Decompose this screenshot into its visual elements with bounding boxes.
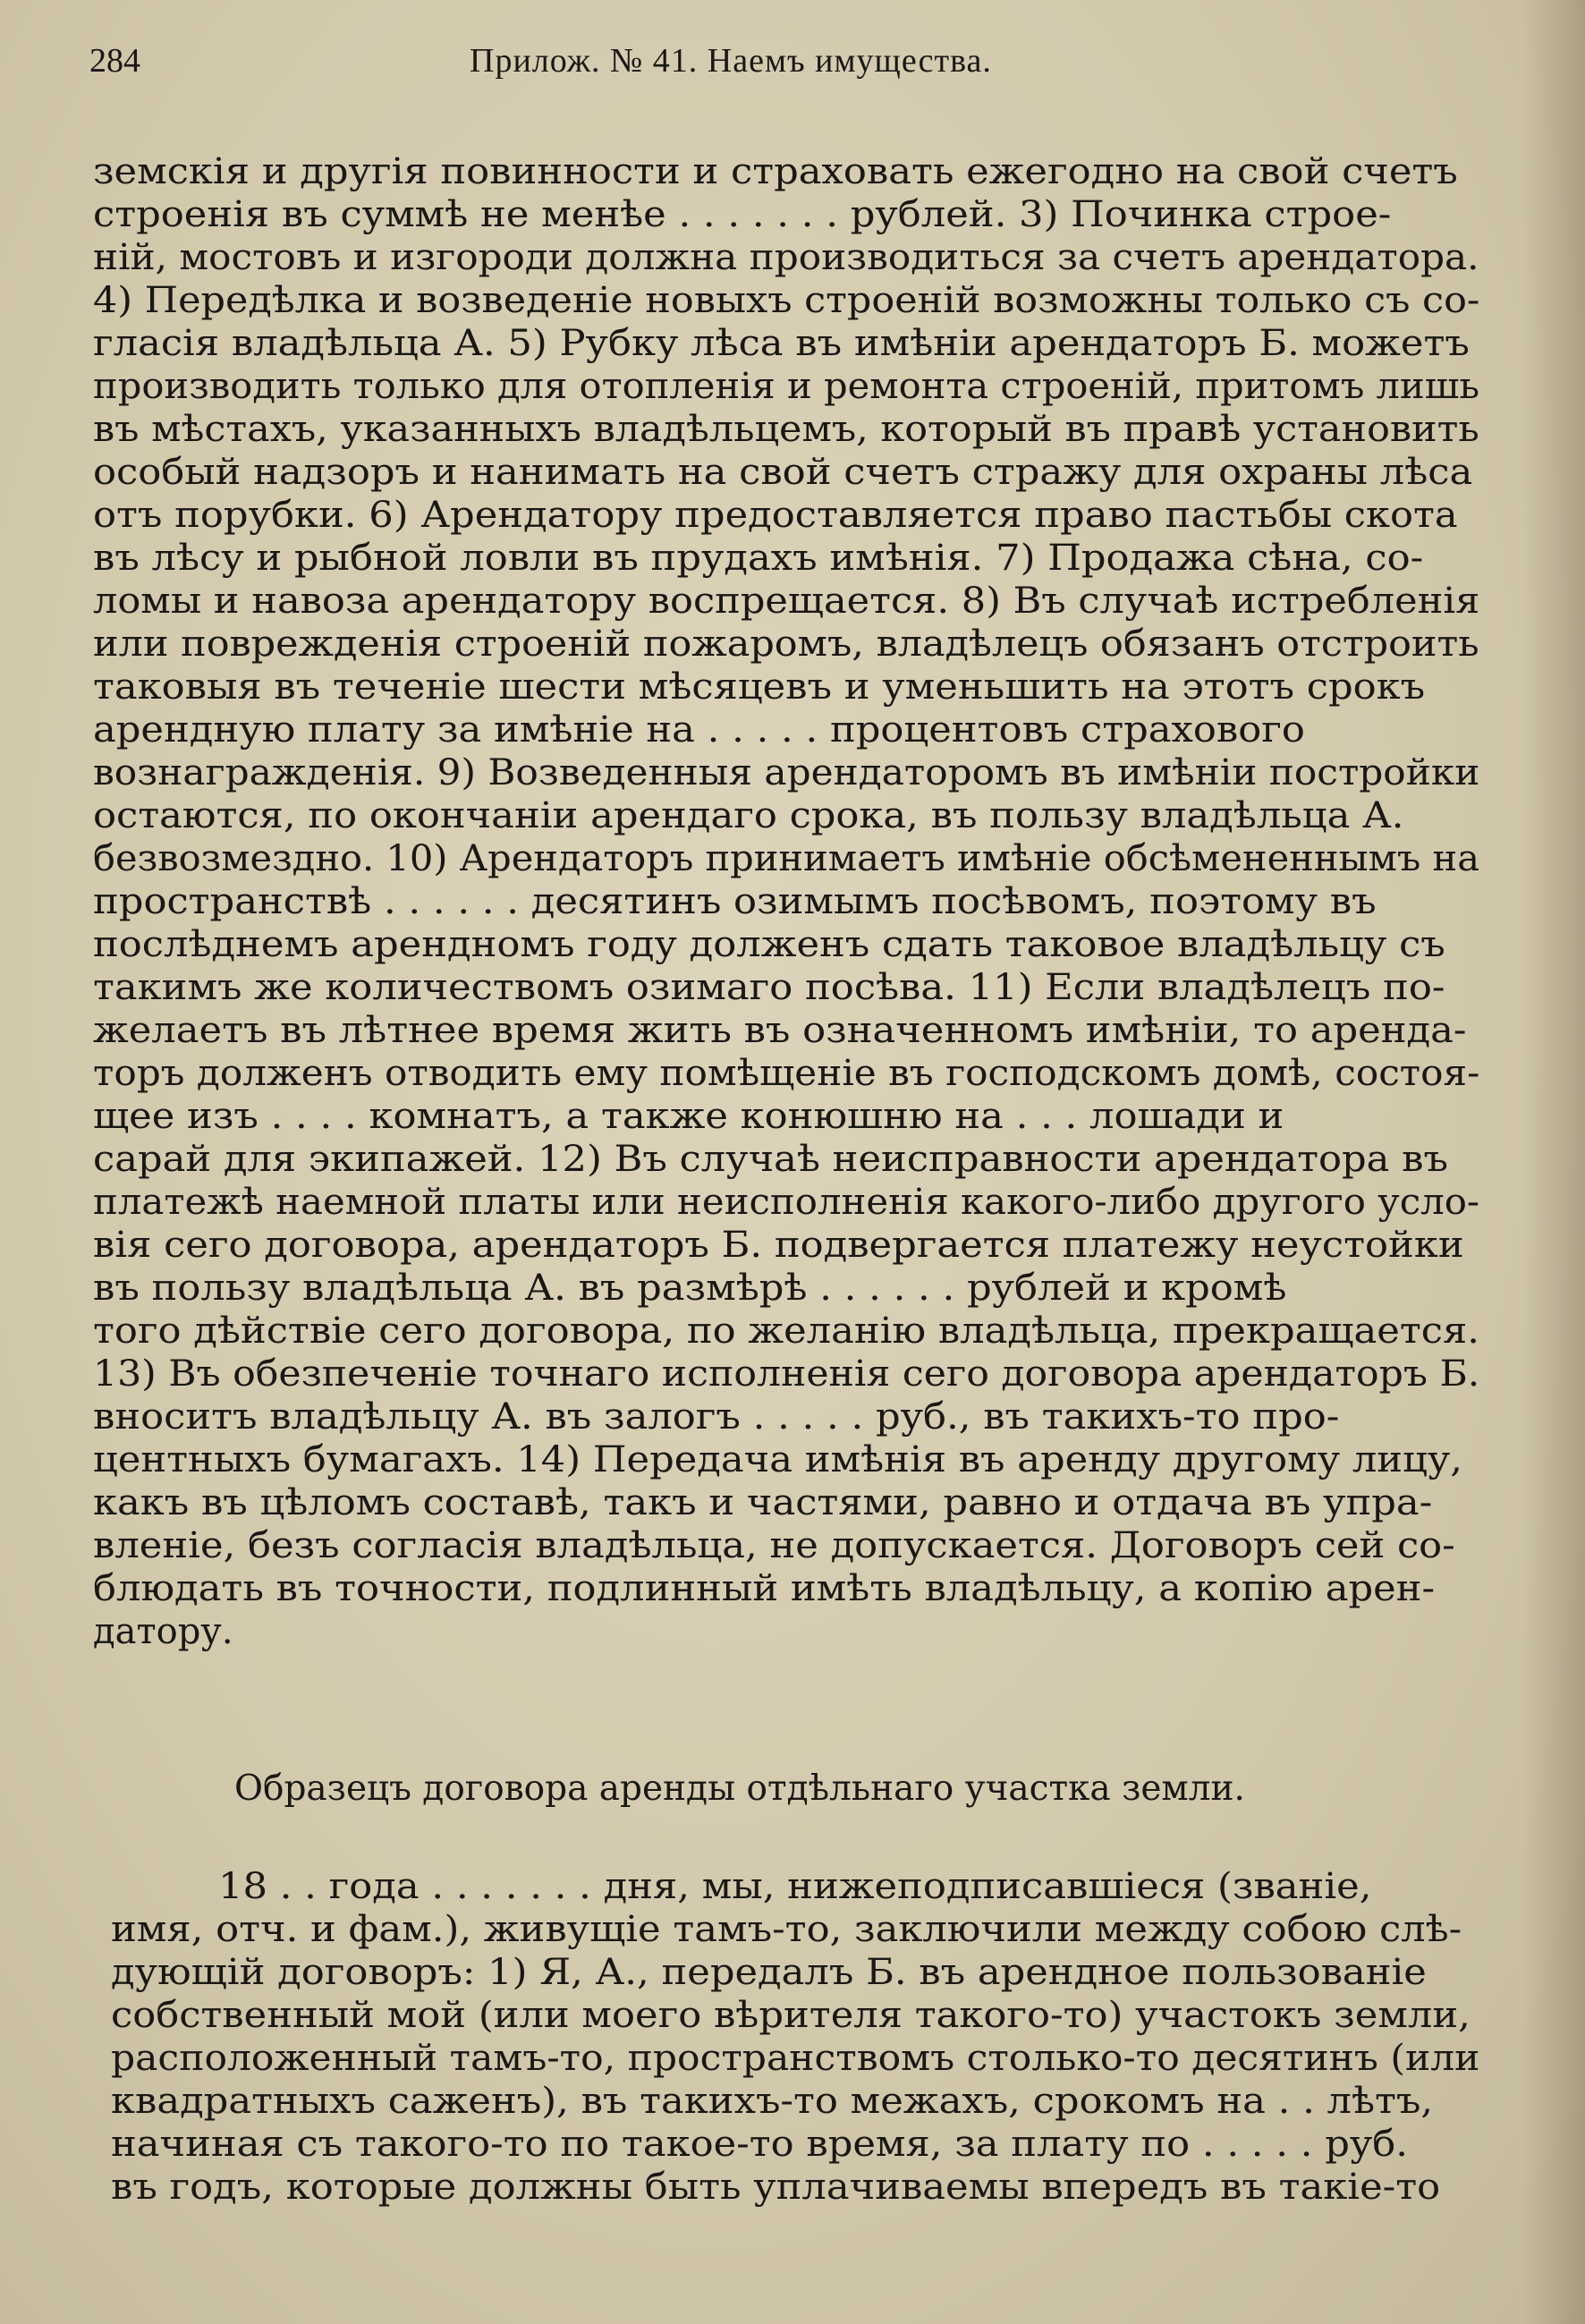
text-line: особый надзоръ и нанимать на свой счетъ стражу для охраны лѣса [93, 452, 1473, 493]
text-line: дующій договоръ: 1) Я, А., передалъ Б. въ арендное пользованіе [111, 1952, 1427, 1993]
text-line: ній, мостовъ и изгороди должна производиться за счетъ арендатора. [93, 237, 1479, 278]
text-line: 13) Въ обезпеченіе точнаго исполненія сего договора арендаторъ Б. [93, 1353, 1480, 1395]
text-line: остаются, по окончаніи арендаго срока, въ пользу владѣльца А. [93, 795, 1404, 836]
text-line: земскія и другія повинности и страховать ежегодно на свой счетъ [93, 151, 1458, 192]
text-line: платежѣ наемной платы или неисполненія какого-либо другого усло- [93, 1182, 1480, 1223]
text-line: датору. [93, 1611, 233, 1652]
text-line: квадратныхъ саженъ), въ такихъ-то межахъ, срокомъ на . . лѣтъ, [111, 2081, 1434, 2122]
text-line: въ годъ, которые должны быть уплачиваемы впередъ въ такіе-то [111, 2167, 1441, 2208]
text-line: такимъ же количествомъ озимаго посѣва. 11) Если владѣлецъ по- [93, 967, 1445, 1008]
text-line: въ пользу владѣльца А. въ размѣрѣ . . . . . . рублей и кромѣ [93, 1268, 1287, 1309]
text-line: вноситъ владѣльцу А. въ залогъ . . . . . руб., въ такихъ-то про- [93, 1396, 1340, 1438]
text-line: торъ долженъ отводить ему помѣщеніе въ господскомъ домѣ, состоя- [93, 1053, 1480, 1094]
text-line: желаетъ въ лѣтнее время жить въ означенномъ имѣніи, то арендa- [93, 1010, 1467, 1051]
text-line: 18 . . года . . . . . . . дня, мы, нижеподписавшіеся (званіе, [218, 1866, 1372, 1907]
text-line: имя, отч. и фам.), живущіе тамъ-то, заключили между собою слѣ- [111, 1909, 1462, 1950]
text-line: расположенный тамъ-то, пространствомъ столько-то десятинъ (или [111, 2038, 1480, 2079]
text-line: вознагражденія. 9) Возведенныя арендаторомъ въ имѣніи постройки [93, 752, 1480, 793]
text-line: блюдать въ точности, подлинный имѣть владѣльцу, а копію арен- [93, 1568, 1436, 1609]
text-line: послѣднемъ арендномъ году долженъ сдать таковое владѣльцу съ [93, 924, 1445, 965]
text-line: отъ порубки. 6) Арендатору предоставляется право пастьбы скота [93, 495, 1458, 536]
text-line: ломы и навоза арендатору воспрещается. 8) Въ случаѣ истребленія [93, 581, 1480, 622]
text-line: 4) Передѣлка и возведеніе новыхъ строеній возможны только съ со- [93, 280, 1480, 321]
text-line: таковыя въ теченіе шести мѣсяцевъ и уменьшить на этотъ срокъ [93, 666, 1426, 708]
text-line: начиная съ такого-то по такое-то время, за плату по . . . . . руб. [111, 2124, 1409, 2165]
page-edge-shadow [1522, 0, 1585, 2324]
text-line: сарай для экипажей. 12) Въ случаѣ неисправности арендатора въ [93, 1139, 1448, 1180]
text-line: того дѣйствіе сего договора, по желанію владѣльца, прекращается. [93, 1310, 1479, 1352]
text-line: какъ въ цѣломъ составѣ, такъ и частями, равно и отдача въ упра- [93, 1482, 1433, 1523]
section-title: Образецъ договора аренды отдѣльнаго участка земли. [234, 1768, 1245, 1809]
text-line: строенія въ суммѣ не менѣе . . . . . . . рублей. 3) Починка строе- [93, 194, 1392, 235]
text-line: центныхъ бумагахъ. 14) Передача имѣнія въ аренду другому лицу, [93, 1439, 1463, 1480]
text-line: или поврежденія строеній пожаромъ, владѣлецъ обязанъ отстроить [93, 623, 1479, 665]
text-line: вленіе, безъ согласія владѣльца, не допускается. Договоръ сей со- [93, 1525, 1455, 1566]
text-line: пространствѣ . . . . . . десятинъ озимымъ посѣвомъ, поэтому въ [93, 881, 1377, 922]
text-line: собственный мой (или моего вѣрителя такого-то) участокъ земли, [111, 1995, 1471, 2036]
text-line: арендную плату за имѣніе на . . . . . процентовъ страхового [93, 709, 1305, 751]
running-title: Прилож. № 41. Наемъ имущества. [470, 42, 992, 80]
text-line: производить только для отопленія и ремонта строеній, притомъ лишь [93, 366, 1480, 407]
text-line: вія сего договора, арендаторъ Б. подвергается платежу неустойки [93, 1225, 1464, 1266]
running-header [89, 36, 1485, 86]
text-line: щее изъ . . . . комнатъ, а также конюшню на . . . лошади и [93, 1096, 1284, 1137]
text-line: въ лѣсу и рыбной ловли въ прудахъ имѣнія. 7) Продажа сѣна, со- [93, 538, 1424, 579]
text-line: гласія владѣльца А. 5) Рубку лѣса въ имѣніи арендаторъ Б. можетъ [93, 323, 1470, 364]
text-line: безвозмездно. 10) Арендаторъ принимаетъ имѣніе обсѣмененнымъ на [93, 838, 1479, 879]
text-line: въ мѣстахъ, указанныхъ владѣльцемъ, который въ правѣ установить [93, 409, 1479, 450]
page-number: 284 [89, 42, 140, 80]
